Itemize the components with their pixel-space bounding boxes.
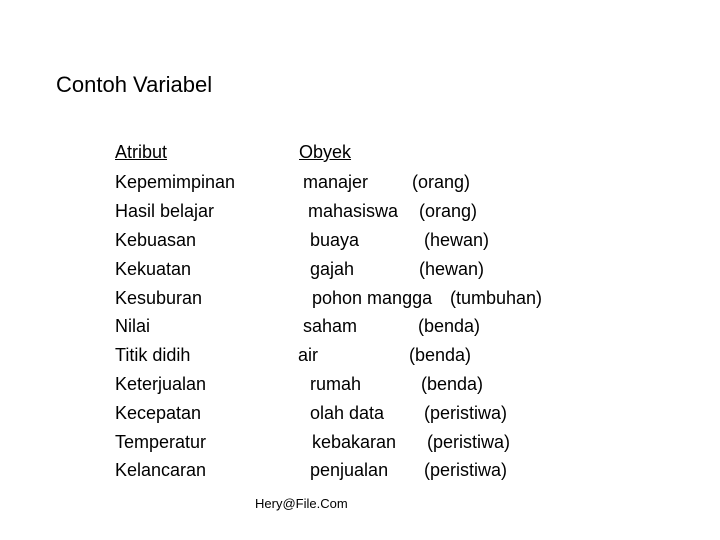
object-category: (benda) (418, 316, 481, 336)
attribute-item: Kelancaran (115, 460, 207, 480)
object-item: buaya (310, 230, 360, 250)
object-item: penjualan (310, 460, 389, 480)
footer-credit: Hery@File.Com (255, 496, 348, 511)
slide-title: Contoh Variabel (56, 72, 213, 97)
attribute-item: Kecepatan (115, 403, 202, 423)
attribute-item: Kebuasan (115, 230, 197, 250)
attribute-item: Hasil belajar (115, 201, 215, 221)
object-category: (orang) (412, 172, 471, 192)
object-item: gajah (310, 259, 355, 279)
object-column-header: Obyek (299, 142, 352, 162)
object-category: (benda) (421, 374, 484, 394)
object-item: manajer (303, 172, 369, 192)
object-item: kebakaran (312, 432, 397, 452)
attribute-column-header: Atribut (115, 142, 168, 162)
object-category: (benda) (409, 345, 472, 365)
object-item: pohon mangga (312, 288, 433, 308)
object-category: (peristiwa) (424, 403, 508, 423)
object-category: (tumbuhan) (450, 288, 543, 308)
attribute-item: Titik didih (115, 345, 191, 365)
object-category: (peristiwa) (427, 432, 511, 452)
attribute-item: Kekuatan (115, 259, 192, 279)
object-item: mahasiswa (308, 201, 399, 221)
object-item: air (298, 345, 319, 365)
attribute-item: Kesuburan (115, 288, 203, 308)
object-category: (hewan) (419, 259, 485, 279)
object-category: (peristiwa) (424, 460, 508, 480)
object-category: (orang) (419, 201, 478, 221)
object-item: saham (303, 316, 358, 336)
attribute-item: Nilai (115, 316, 151, 336)
object-category: (hewan) (424, 230, 490, 250)
attribute-item: Keterjualan (115, 374, 207, 394)
attribute-item: Kepemimpinan (115, 172, 236, 192)
attribute-item: Temperatur (115, 432, 207, 452)
object-item: olah data (310, 403, 385, 423)
object-item: rumah (310, 374, 362, 394)
